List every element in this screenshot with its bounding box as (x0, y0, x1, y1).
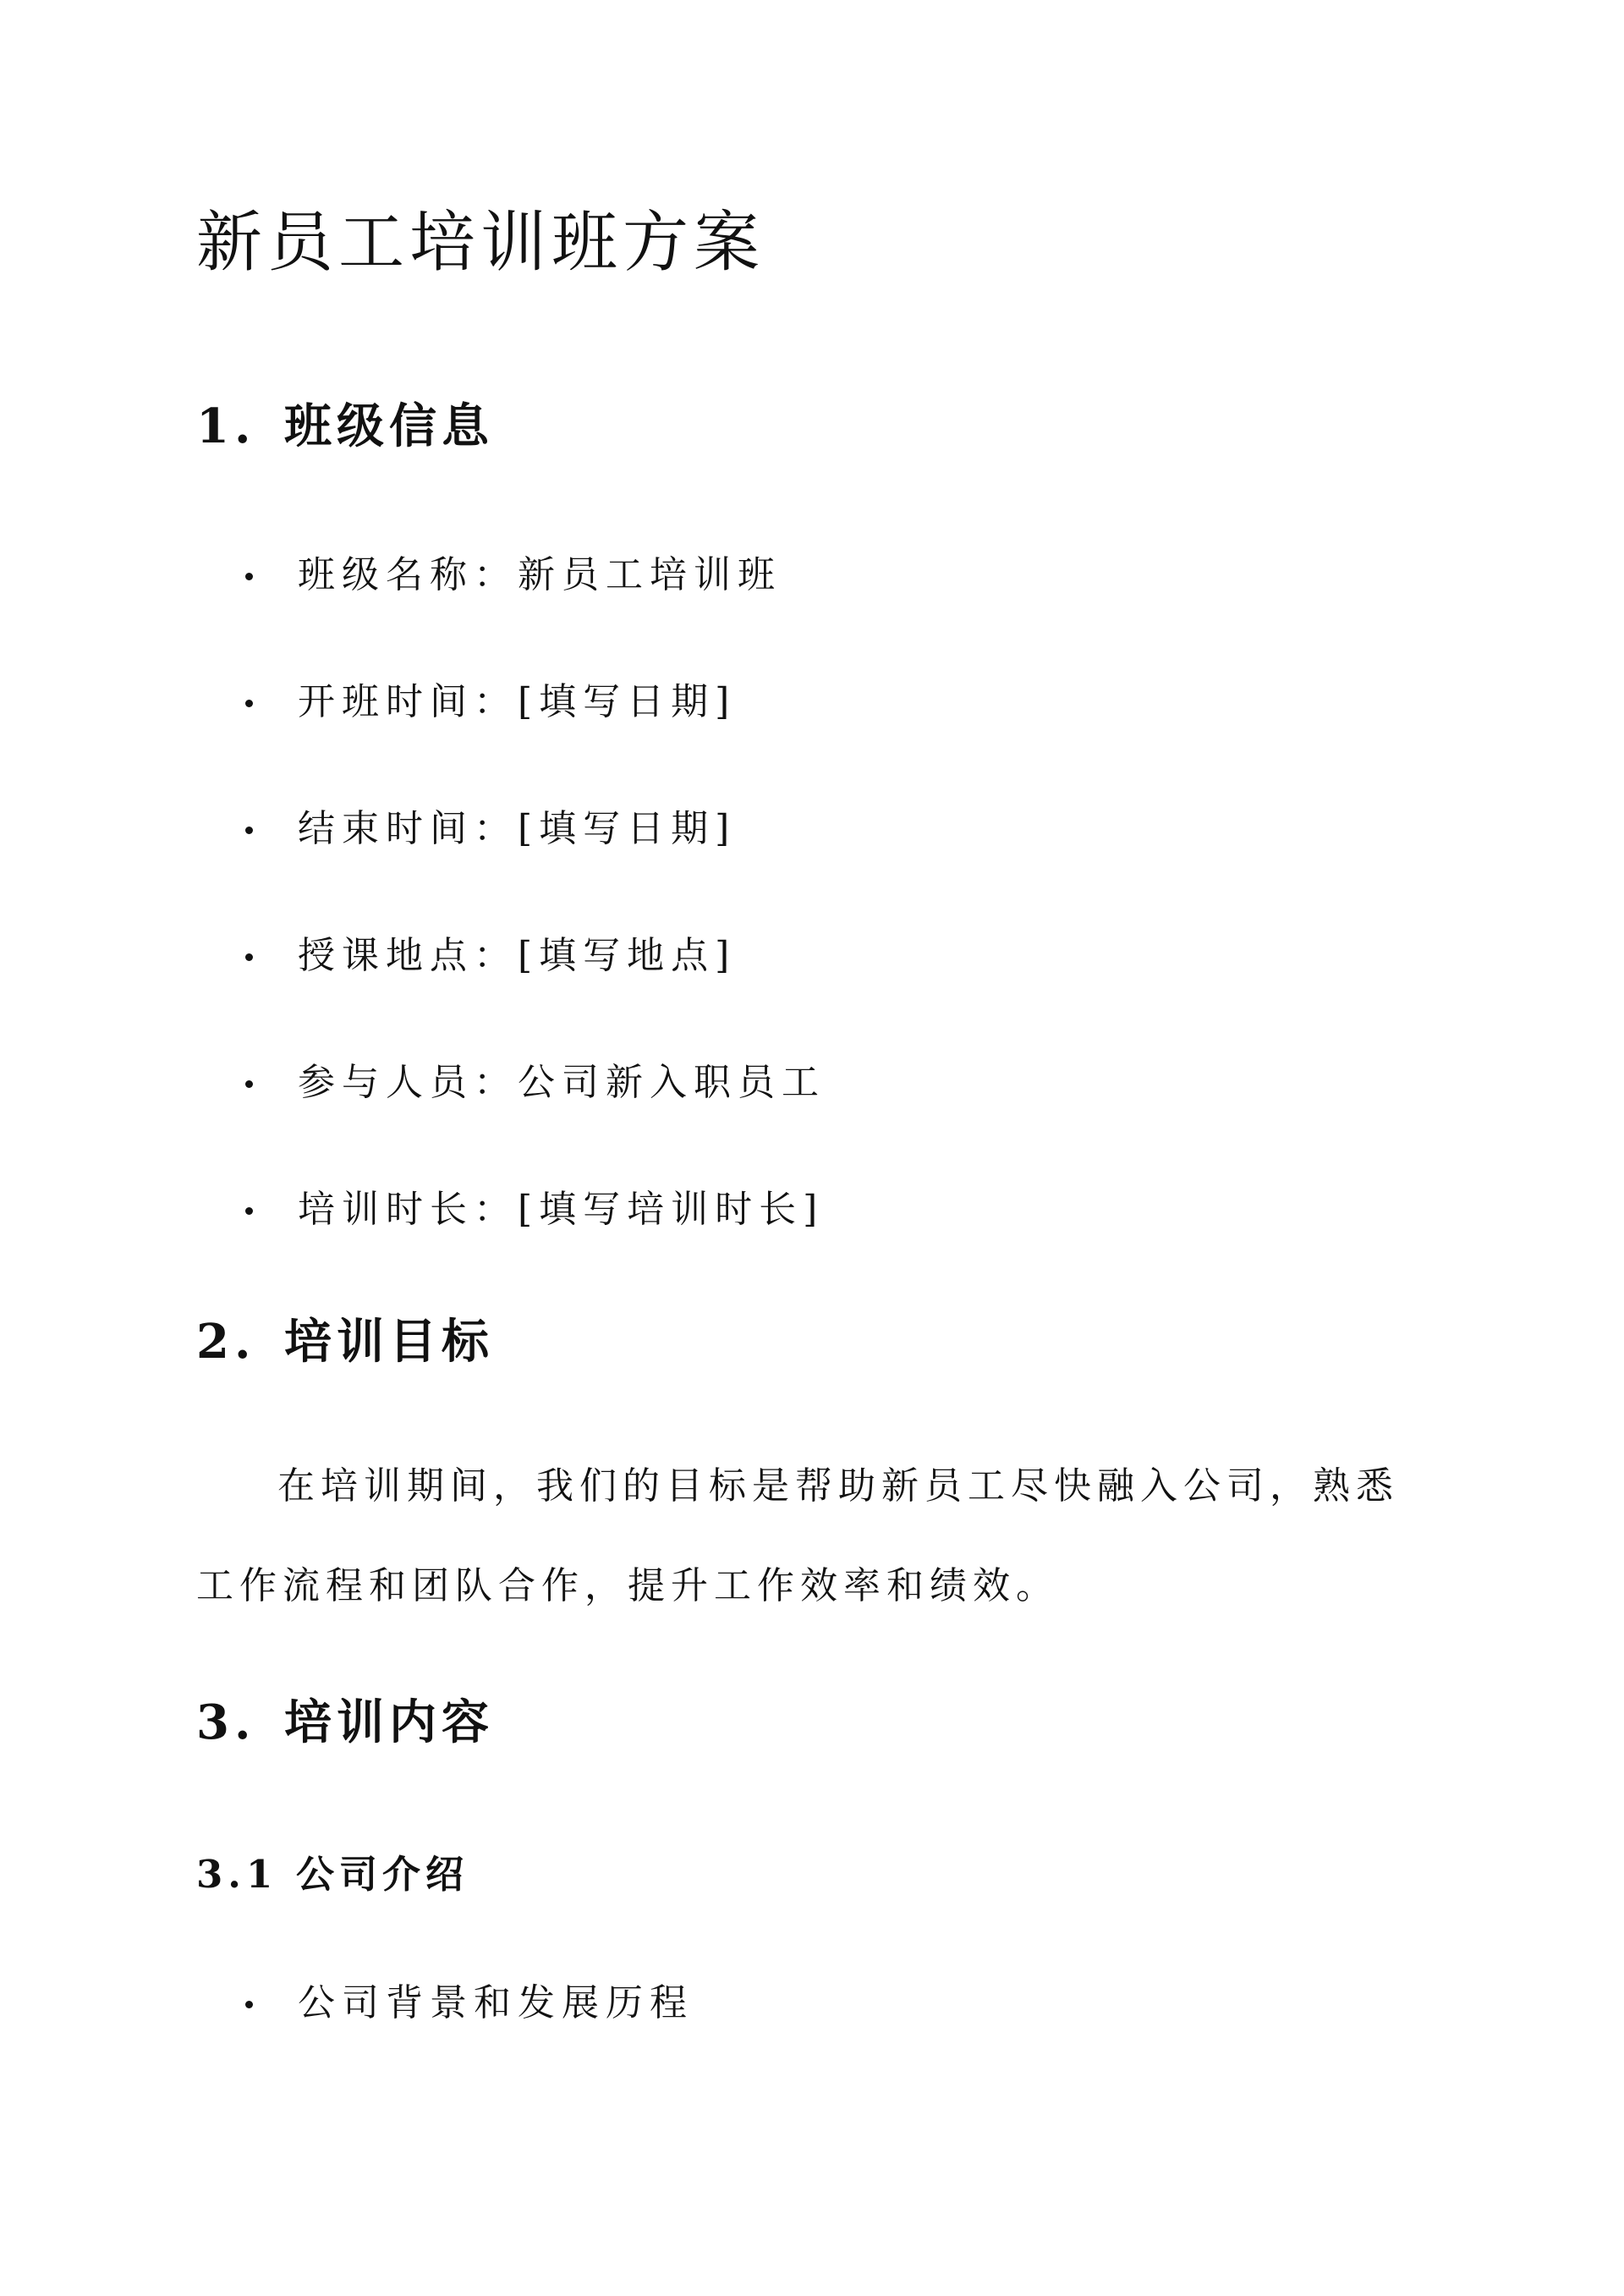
training-goals-paragraph: 在培训期间，我们的目标是帮助新员工尽快融入公司，熟悉工作流程和团队合作，提升工作效率和绩效。 (196, 1464, 1399, 1607)
section-heading-training-content (196, 1689, 494, 1756)
list-item-text: 班级名称：新员工培训班 (298, 553, 782, 596)
subsection-number: 3.1 (196, 1852, 278, 1897)
list-item-text: 参与人员：公司新入职员工 (298, 1061, 826, 1104)
bullet-icon (245, 953, 253, 961)
list-item-text: 培训时长：[填写培训时长] (298, 1188, 825, 1231)
bullet-icon (245, 2001, 253, 2008)
bullet-icon (245, 1080, 253, 1088)
section-number: 2. (196, 1314, 256, 1370)
section-heading-training-goals (196, 1308, 494, 1376)
section-number: 1. (196, 398, 256, 454)
bullet-icon (245, 700, 253, 707)
subsection-heading-company-intro (196, 1849, 469, 1900)
section-title: 培训目标 (284, 1314, 494, 1370)
section-heading-class-info (196, 393, 494, 460)
subsection-title: 公司介绍 (296, 1852, 469, 1897)
list-item-text: 授课地点：[填写地点] (298, 934, 737, 977)
section-title: 培训内容 (284, 1695, 494, 1750)
page-title: 新员工培训班方案 (196, 205, 765, 281)
section-title: 班级信息 (284, 398, 494, 454)
bullet-icon (245, 573, 253, 580)
list-item-text: 结束时间：[填写日期] (298, 807, 737, 850)
list-item-text: 开班时间：[填写日期] (298, 680, 737, 723)
list-item-text: 公司背景和发展历程 (298, 1981, 694, 2024)
bullet-icon (245, 827, 253, 834)
bullet-icon (245, 1207, 253, 1215)
section-number: 3. (196, 1695, 256, 1750)
